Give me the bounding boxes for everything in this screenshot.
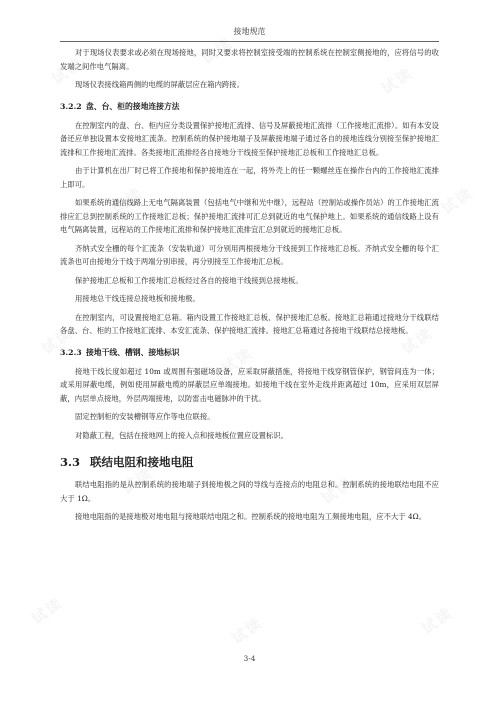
body-paragraph: 现场仪表接线箱两侧的电缆的屏蔽层应在箱内跨接。 <box>75 80 244 89</box>
body-paragraph: 对隐蔽工程，包括在接地网上的接入点和接地板位置应设置标识。 <box>75 430 289 440</box>
section-number: 3.2.3 <box>60 347 82 357</box>
body-paragraph: 对于现场仪表要求或必须在现场接地，同时又要求将控制室接受端的控制系统在控制室侧接地的，应将信号的收发端之间作电气隔离。 <box>60 48 439 71</box>
watermark <box>437 182 477 219</box>
section-title: 盘、台、柜的接地连接方法 <box>86 101 180 111</box>
header-rule <box>60 41 439 42</box>
body-paragraph: 由于计算机在出厂时已将工作接地和保护接地连在一起，将外壳上的任一颗螺丝连在操作台内的工作接地汇流排上即可。 <box>60 166 439 189</box>
watermark <box>417 602 457 639</box>
section-number: 3.3 <box>60 455 81 469</box>
section-title: 联结电阻和接地电阻 <box>90 455 194 469</box>
body-paragraph: 固定控制柜的安装槽钢等应作等电位联接。 <box>75 412 215 421</box>
body-paragraph: 在控制室内，可设置接地汇总箱。箱内设置工作接地汇总板、保护接地汇总板。接地汇总箱通过接地分干线联结各盘、台、柜的工作接地汇流排、本安汇流条、保护接地汇流排。接地汇总箱通过各接地干线联结总接地板。 <box>60 312 439 335</box>
body-paragraph: 保护接地汇总板和工作接地汇总板经过各自的接地干线接到总接地板。 <box>75 275 303 285</box>
body-paragraph: 用接地总干线连接总接地板和接地极。 <box>75 294 200 303</box>
section-title: 接地干线、槽钢、接地标识 <box>86 347 180 357</box>
body-paragraph: 联结电阻指的是从控制系统的接地端子到接地极之间的导线与连接点的电阻总和。控制系统的接地联结电阻不应大于 1Ω。 <box>60 480 439 503</box>
watermark <box>27 592 67 629</box>
body-paragraph: 齐纳式安全栅的每个汇流条（安装轨道）可分别用两根接地分干线接到工作接地汇总板。齐纳式安全栅的每个汇流条也可由接地分干线于两端分别串接，再分别接至工作接地汇总板。 <box>60 243 439 266</box>
body-paragraph: 接地电阻指的是接地极对地电阻与接地联结电阻之和。控制系统的接地电阻为工频接地电阻，应不大于 4Ω。 <box>75 512 427 521</box>
running-header: 接地规范 <box>233 27 266 36</box>
section-heading-3-2-2 <box>60 101 439 112</box>
page-body <box>60 46 439 529</box>
page-number: 3-4 <box>243 654 256 663</box>
watermark <box>227 612 267 649</box>
section-number: 3.2.2 <box>60 101 82 111</box>
section-heading-3-3 <box>60 454 439 470</box>
body-paragraph: 接地干线长度如超过 10m 或周围有强磁场设备，应采取屏蔽措施，将接地干线穿钢管保护，钢管间连为一体；或采用屏蔽电缆，例如使用屏蔽电缆的屏蔽层应单端接地。如接地干线在室外走线并距离超过 10m，应采用双层屏蔽，内层单点接地，外层两端接地，以防雷击电磁脉冲的干扰。 <box>60 366 439 403</box>
body-paragraph: 在控制室内的盘、台、柜内应分类设置保护接地汇流排、信号及屏蔽接地汇流排（工作接地汇流排）。如有本安设备还应单独设置本安接地汇流条。控制系统的保护接地端子及屏蔽接地端子通过各自的接地连线分别接至保护接地汇流排和工作接地汇流排。各类接地汇流排经各自接地分干线接至保护接地汇总板和工作接地汇总板。 <box>60 120 439 157</box>
body-paragraph: 如果系统的通信线路上无电气隔离装置（包括电气中继和光中继），远程站（控制站或操作员站）的工作接地汇流排应汇总到控制系统的工作接地汇总板；保护接地汇流排可汇总到就近的电气保护地上。如果系统的通信线路上设有电气隔离装置，远程站的工作接地汇流排和保护接地汇流排宜汇总到就近的接地汇总板。 <box>60 198 439 234</box>
